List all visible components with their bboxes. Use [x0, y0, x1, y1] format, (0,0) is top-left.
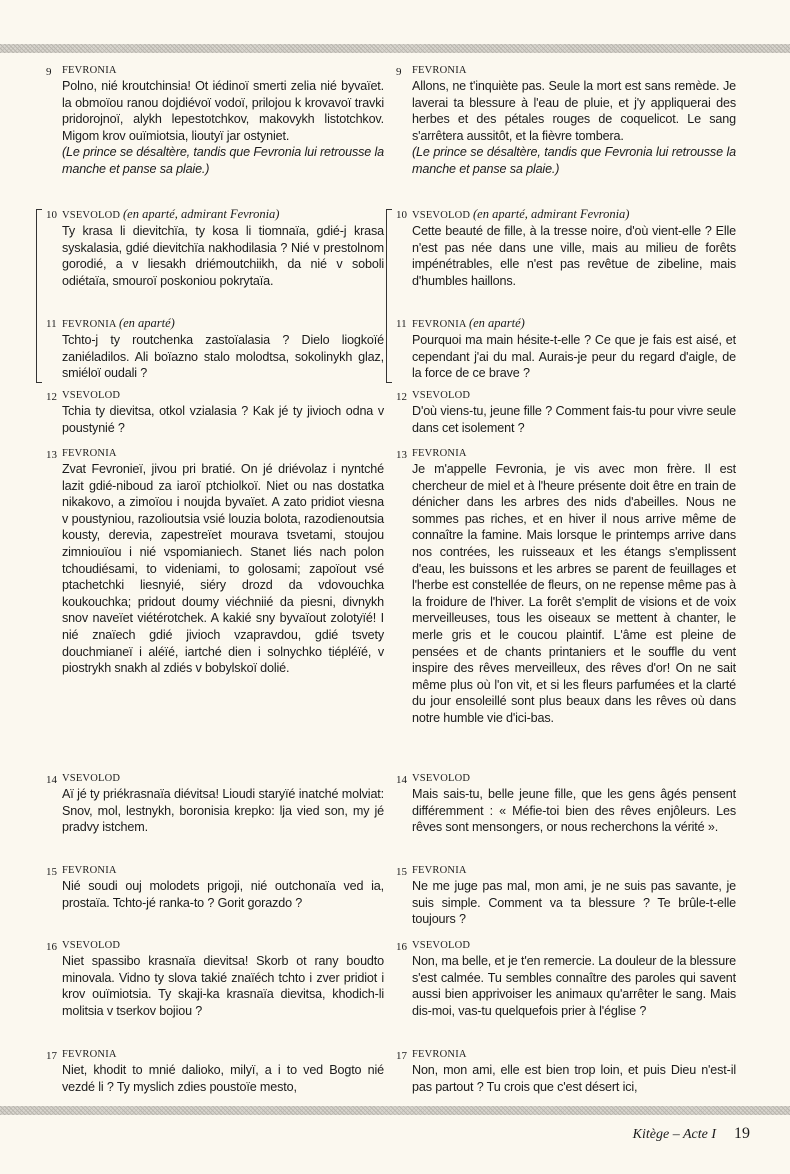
dialogue-text: Tchia ty dievitsa, otkol vzialasia ? Kak jé ty jivioch odna v poustynié ? — [62, 404, 384, 435]
running-title: Kitège – Acte I — [632, 1127, 716, 1142]
dialogue-text: Niet, khodit to mnié dalioko, milyï, a i to ved Bogto nié vezdé li ? Ty myslich zdies poustoïe mesto, — [62, 1063, 384, 1094]
page-footer — [560, 1125, 750, 1143]
dialogue-entry — [46, 772, 384, 836]
speaker-name: FEVRONIA — [412, 1049, 467, 1060]
line-number: 11 — [46, 318, 57, 330]
line-number: 17 — [46, 1050, 57, 1062]
dialogue-text: Tchto-j ty routchenka zastoïalasia ? Dielo liogkoïé zaniéladilos. Ali boïazno stalo molodtsa, sokolinykh glaz, smiéloï oudali ? — [62, 333, 384, 381]
speaker-name: FEVRONIA (en aparté) — [62, 316, 175, 330]
speaker-name: FEVRONIA — [412, 65, 467, 76]
speaker-name: FEVRONIA — [412, 865, 467, 876]
line-number: 10 — [46, 209, 57, 221]
dialogue-text: Ty krasa li dievitchïa, ty kosa li tiomnaïa, gdié-j krasa syskalasia, gdié dievitchïa nakhodilasia ? Nié v prestolnom gorodié, a v liesakh driémoutchiikh, da nié v soboli odiétaïa, smouroï poskoniou pokrytaïa. — [62, 224, 384, 288]
speaker-name: VSEVOLOD — [412, 390, 471, 401]
dialogue-entry — [396, 939, 736, 1019]
line-number: 12 — [46, 391, 57, 403]
speaker-name: VSEVOLOD — [62, 390, 121, 401]
top-pattern-band — [0, 44, 790, 53]
line-number: 13 — [396, 449, 407, 461]
line-number: 17 — [396, 1050, 407, 1062]
speaker-aside: (en aparté, admirant Fevronia) — [123, 207, 280, 221]
speaker-aside: (en aparté) — [468, 316, 525, 330]
dialogue-text: Niet spassibo krasnaïa dievitsa! Skorb ot rany boudto minovala. Vidno ty slova takié znaïéch tchto i zver pridiot i krov ouïmiotsia. Ty skaji-ka krasnaïa dievitsa, khodich-li molitsia v tserkov bojiou ? — [62, 954, 384, 1018]
dialogue-entry — [46, 1048, 384, 1095]
stage-direction: (Le prince se désaltère, tandis que Fevronia lui retrousse la manche et panse sa plaie.) — [62, 145, 384, 176]
stage-direction: (Le prince se désaltère, tandis que Fevronia lui retrousse la manche et panse sa plaie.) — [412, 145, 736, 176]
dialogue-entry — [396, 389, 736, 436]
speaker-name: VSEVOLOD — [412, 940, 471, 951]
speaker-name: VSEVOLOD (en aparté, admirant Fevronia) — [412, 207, 630, 221]
dialogue-text: Mais sais-tu, belle jeune fille, que les gens âgés pensent différemment : « Méfie-toi bien des rêves enjôleurs. Les rêves sont mensongers, or nous recherchons la vérité ». — [412, 787, 736, 835]
dialogue-text: Zvat Fevronieï, jivou pri bratié. On jé driévolaz i nyntché lazit gdié-niboud za iaroï ptchiolkoï. Niet ou nas dostatka nikakovo, a zimoïou i noujda byvaïet. A zato pridiot viesna v poustyniou, razolioutsia vsié louzia bolota, razodienoutsia kousty, derevia, zapestreïet mourava tsvetami, stoujou zimniouïou i nié vspomianiech. Stanet liés nach polon tchoudiésami, to videniami, to golosami; zapoïout vsé ptachetchki liesnyié, siéry drozd da vdovouchka koukouchka; pridout doumy viéchniié da piesni, divnykh snov naveïet viétérotchek. A kakié sny byvaïout zolotyïé! I nié znaïech gdié jivioch vzapravdou, gdié tsvety douchmianeï i aléïé, iartché dien i solnychko tiépléïé, v piostrykh snakh al zdiés v bobylskoï dolié. — [62, 462, 384, 676]
dialogue-text: D'où viens-tu, jeune fille ? Comment fais-tu pour vivre seule dans cet isolement ? — [412, 404, 736, 435]
dialogue-entry — [396, 447, 736, 727]
dialogue-entry — [46, 939, 384, 1019]
speaker-name: FEVRONIA — [412, 448, 467, 459]
dialogue-entry — [396, 864, 736, 928]
line-number: 16 — [46, 941, 57, 953]
dialogue-entry — [46, 447, 384, 677]
line-number: 15 — [396, 866, 407, 878]
speaker-name: FEVRONIA — [62, 1049, 117, 1060]
line-number: 10 — [396, 209, 407, 221]
dialogue-text: Allons, ne t'inquiète pas. Seule la mort est sans remède. Je laverai ta blessure à l'eau de pluie, et j'y appliquerai des herbes et des pétales rouges de coquelicot. Le sang s'arrêtera aussitôt, et la fièvre tombera. — [412, 79, 736, 143]
line-number: 16 — [396, 941, 407, 953]
line-number: 9 — [396, 66, 402, 78]
dialogue-text: Cette beauté de fille, à la tresse noire, d'où vient-elle ? Elle n'est pas née dans une ville, mais au milieu de forêts impénétrables, elle n'est pas revêtue de zibeline, mais d'humbles haillons. — [412, 224, 736, 288]
line-number: 14 — [46, 774, 57, 786]
speaker-aside: (en aparté) — [118, 316, 175, 330]
dialogue-text: Nié soudi ouj molodets prigoji, nié outchonaïa ved ia, prostaïa. Tchto-jé ranka-to ? Gorit gorazdo ? — [62, 879, 384, 910]
line-number: 15 — [46, 866, 57, 878]
dialogue-entry — [396, 64, 736, 178]
dialogue-text: Polno, nié kroutchinsia! Ot iédinoï smerti zelia nié byvaïet. la obmoïou ranou dojdiévoï vodoï, prilojou k krovavoï travki pridorojnoï, alykh lepestotchkov, makovykh listotchkov. Migom krov ouïmiotsia, lioutyï jar ostyniet. — [62, 79, 384, 143]
dialogue-text: Pourquoi ma main hésite-t-elle ? Ce que je fais est aisé, et cependant j'ai du mal. Aurais-je peur du regard d'aigle, de la force de ce brave ? — [412, 333, 736, 381]
speaker-name: FEVRONIA — [62, 65, 117, 76]
dialogue-text: Non, mon ami, elle est bien trop loin, et puis Dieu n'est-il pas partout ? Tu crois que c'est désert ici, — [412, 1063, 736, 1094]
dialogue-text: Non, ma belle, et je t'en remercie. La douleur de la blessure s'est calmée. Tu sembles connaître des paroles qui savent aussi bien apprivoiser les animaux qu'arrêter le sang. Mais dis-moi, vas-tu quelquefois prier à l'église ? — [412, 954, 736, 1018]
dialogue-entry — [396, 316, 736, 382]
page-number: 19 — [734, 1125, 750, 1142]
speaker-name: FEVRONIA (en aparté) — [412, 316, 525, 330]
dialogue-entry — [46, 864, 384, 911]
speaker-name: FEVRONIA — [62, 448, 117, 459]
dialogue-text: Je m'appelle Fevronia, je vis avec mon frère. Il est chercheur de miel et à l'heure présente doit être en train de dénicher dans les arbres des nids d'abeilles. Nous ne sommes pas riches, et en hiver il nous arrive même de connaître la famine. Mais lorsque le printemps arrive dans nos contrées, les ruisseaux et les étangs s'emplissent d'eau, les buissons et les arbres se parent de feuillages et l'herbe est constellée de fleurs, on ne repense même pas à la froidure de l'hiver. La forêt s'emplit de visions et de voix merveilleuses, tous les oiseaux se mettent à chanter, le merle gris et le coucou plaintif. L'âme est pleine de pensées et de chants printaniers et le souffle du vent inspire des rêves merveilleux, des rêves d'or! On ne sait même plus où l'on vit, et si les fleurs parfumées et la clarté du jour ensoleillé sont plus beaux dans les rêves où dans notre humble vie d'ici-bas. — [412, 462, 736, 725]
line-number: 13 — [46, 449, 57, 461]
dialogue-entry — [46, 316, 384, 382]
dialogue-entry — [46, 64, 384, 178]
dialogue-entry — [396, 1048, 736, 1095]
speaker-name: VSEVOLOD — [62, 940, 121, 951]
scene-bracket — [36, 209, 42, 383]
line-number: 11 — [396, 318, 407, 330]
dialogue-text: Aï jé ty priékrasnaïa diévitsa! Lioudi staryïé inatché molviat: Snov, mol, lestnykh, boronisia krepko: lja vied son, my jé pradvy istchem. — [62, 787, 384, 835]
speaker-name: FEVRONIA — [62, 865, 117, 876]
dialogue-entry — [396, 772, 736, 836]
dialogue-entry — [396, 207, 736, 289]
bottom-pattern-band — [0, 1106, 790, 1115]
line-number: 9 — [46, 66, 52, 78]
line-number: 14 — [396, 774, 407, 786]
speaker-name: VSEVOLOD — [62, 773, 121, 784]
dialogue-entry — [46, 207, 384, 289]
line-number: 12 — [396, 391, 407, 403]
scene-bracket — [386, 209, 392, 383]
speaker-aside: (en aparté, admirant Fevronia) — [473, 207, 630, 221]
dialogue-text: Ne me juge pas mal, mon ami, je ne suis pas savante, je suis simple. Comment va ta blessure ? Te brûle-t-elle toujours ? — [412, 879, 736, 927]
speaker-name: VSEVOLOD — [412, 773, 471, 784]
dialogue-entry — [46, 389, 384, 436]
speaker-name: VSEVOLOD (en aparté, admirant Fevronia) — [62, 207, 280, 221]
